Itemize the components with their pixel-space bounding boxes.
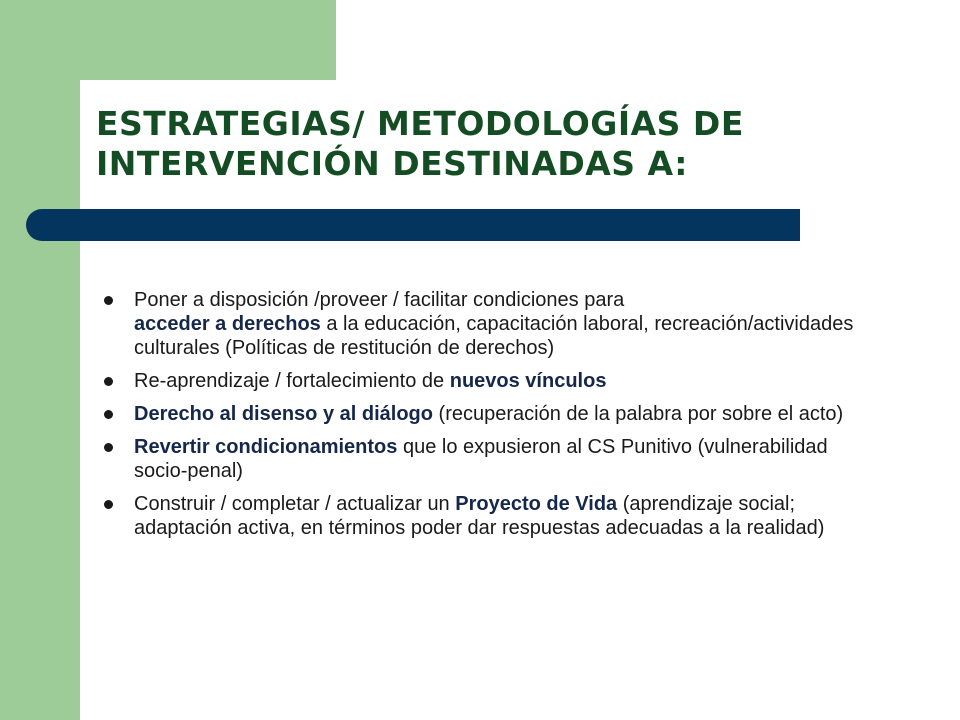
bullet-bold-text: nuevos vínculos (449, 370, 607, 392)
bullet-text: Poner a disposición /proveer / facilitar condiciones para (134, 289, 625, 311)
slide-title (96, 104, 856, 184)
bullet-text: (aprendizaje social; adaptación activa, en términos poder dar respuestas adecuadas a la realidad) (134, 493, 825, 539)
bullet-bold-text: Revertir condicionamientos (134, 436, 398, 458)
bullet-text: Re-aprendizaje / fortalecimiento de (134, 370, 450, 392)
bullet-text: (recuperación de la palabra por sobre el acto) (432, 403, 844, 425)
bullet-bold-text: Derecho al disenso y al diálogo (134, 403, 433, 425)
bullet-list (102, 288, 882, 549)
bullet-dot-icon (104, 296, 113, 305)
slide-title-line-2: INTERVENCIÓN DESTINADAS A: (96, 144, 688, 183)
side-green-bar (0, 0, 80, 720)
bullet-item (102, 288, 882, 360)
bullet-bold-text: acceder a derechos (134, 313, 321, 335)
bullet-dot-icon (104, 500, 113, 509)
title-divider-bar (26, 209, 800, 241)
bullet-dot-icon (104, 443, 113, 452)
bullet-item (102, 492, 882, 540)
bullet-bold-text: Proyecto de Vida (455, 493, 618, 515)
bullet-dot-icon (104, 377, 113, 386)
bullet-text: que lo expusieron al CS Punitivo (vulnerabilidad socio-penal) (134, 436, 828, 482)
bullet-text: a la educación, capacitación laboral, recreación/actividades culturales (Políticas de restitución de derechos) (134, 313, 854, 359)
bullet-item (102, 369, 882, 393)
top-green-block (80, 0, 336, 80)
slide-title-line-1: ESTRATEGIAS/ METODOLOGÍAS DE (96, 104, 744, 143)
bullet-text: Construir / completar / actualizar un (134, 493, 456, 515)
bullet-dot-icon (104, 410, 113, 419)
bullet-item (102, 402, 882, 426)
bullet-item (102, 435, 882, 483)
